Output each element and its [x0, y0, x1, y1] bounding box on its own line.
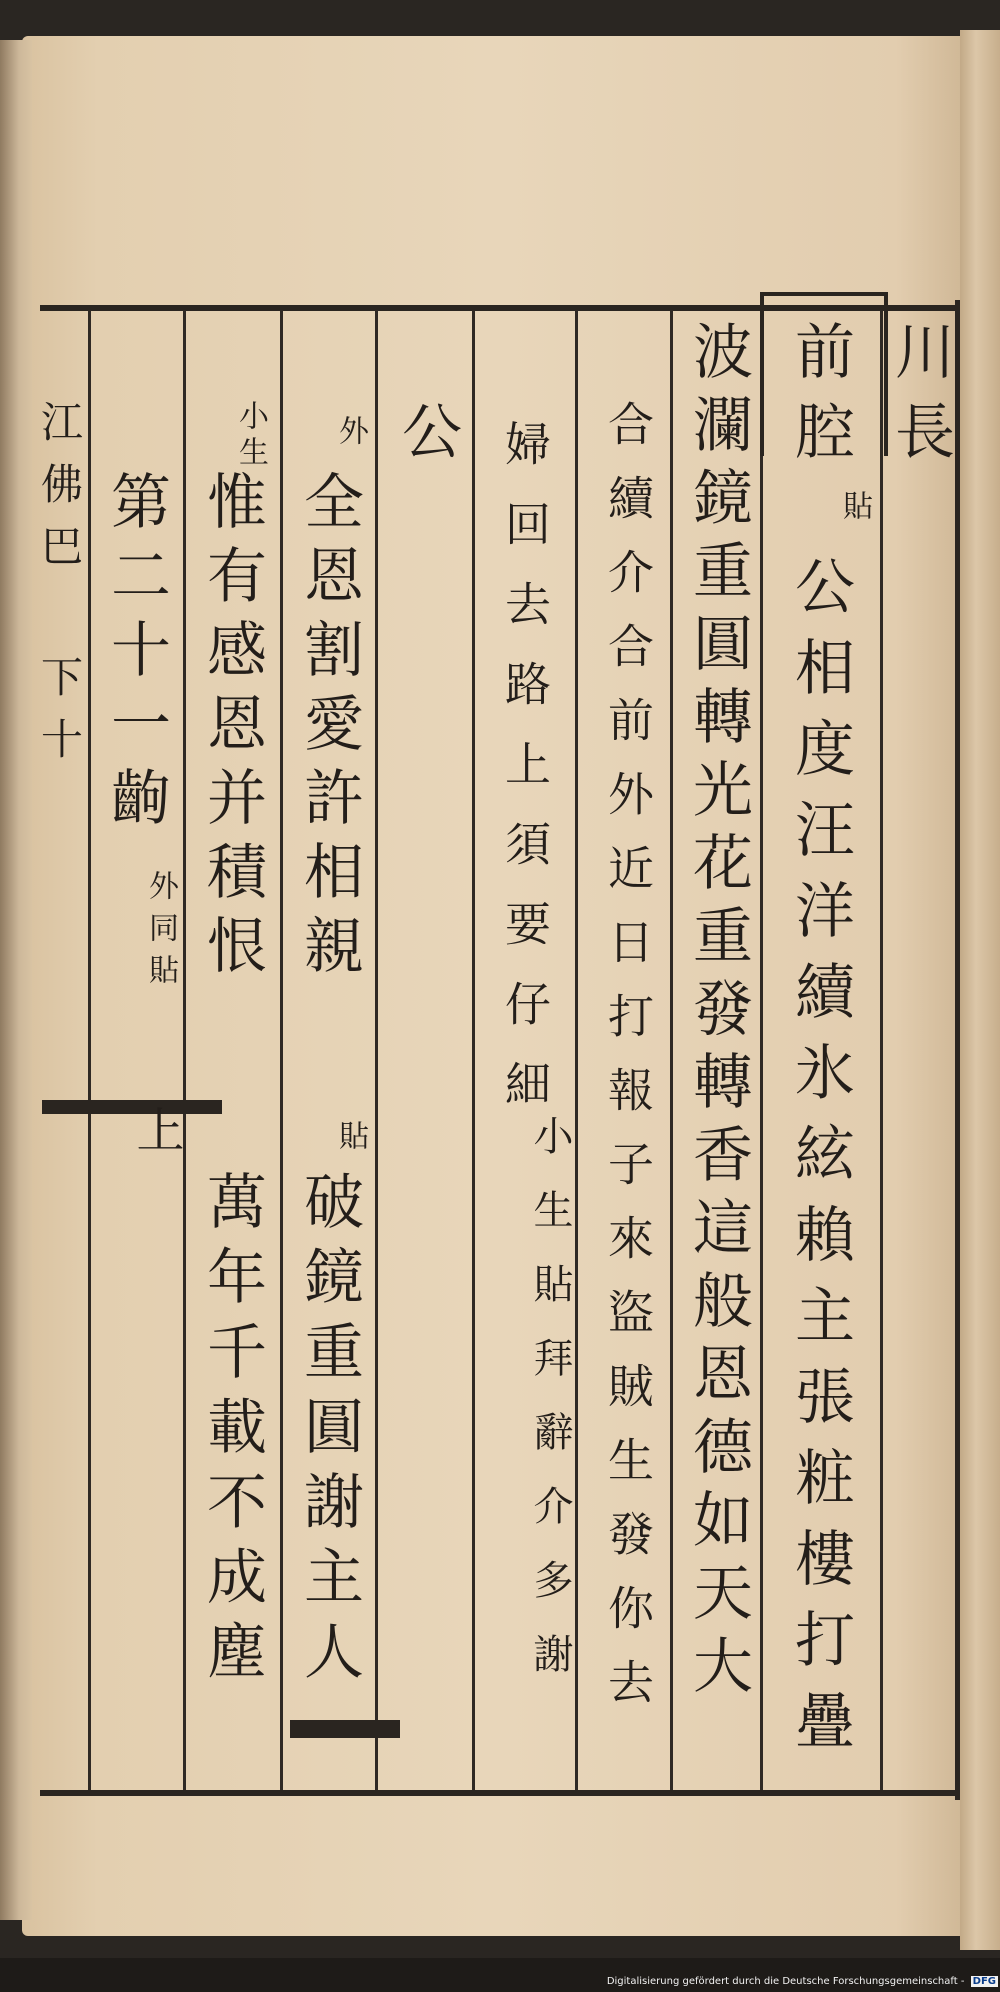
- column-9-text: 第二十一齣: [101, 470, 171, 840]
- column-8b-text: 萬年千載不成塵: [197, 1170, 267, 1695]
- margin-title-text: 江佛巴 下十: [35, 400, 84, 779]
- column-7b-text: 破鏡重圓謝主人: [294, 1170, 364, 1695]
- column-7b-small-text: 貼: [333, 1120, 368, 1170]
- column-divider: [375, 310, 378, 1790]
- column-1-text: 川長: [885, 320, 955, 480]
- page-stack-right: [960, 30, 1000, 1950]
- column-8: [196, 470, 268, 1009]
- column-2-head: [780, 320, 860, 501]
- column-9: [100, 470, 172, 861]
- column-9-small-text: 外同貼: [143, 870, 178, 996]
- column-6-text: 公: [392, 400, 462, 480]
- column-9-small: [140, 870, 180, 1022]
- credit-text: Digitalisierung gefördert durch die Deutsche Forschungsgemeinschaft -: [606, 1976, 965, 1987]
- column-8b: [196, 1170, 268, 1716]
- column-2-head-text: 前腔: [785, 320, 855, 480]
- column-divider: [280, 310, 283, 1790]
- column-8-text: 惟有感恩并積恨: [197, 470, 267, 988]
- column-divider: [88, 310, 91, 1790]
- column-5-text: 婦回去路上須要仔細: [498, 420, 552, 1140]
- column-5-lower-text: 小生貼拜辭介多謝: [527, 1115, 573, 1707]
- column-4: [598, 400, 658, 1765]
- dfg-logo: DFG: [972, 1976, 996, 1987]
- lower-section-block: [290, 1720, 400, 1738]
- column-3-text: 波瀾鏡重圓轉光花重發轉香這般恩德如天大: [683, 320, 753, 1707]
- column-divider: [670, 310, 673, 1790]
- column-2-small-text: 貼: [837, 490, 872, 540]
- column-7b: [293, 1170, 365, 1716]
- margin-title: [36, 400, 82, 812]
- column-4-text: 合續介合前外近日打報子來盜賊生發你去: [601, 400, 655, 1732]
- page-stack-left: [0, 40, 32, 1920]
- column-5-lower: [520, 1115, 580, 1740]
- column-9-tail-text: 上: [128, 1105, 184, 1173]
- frame-right-rule: [955, 300, 960, 1800]
- column-divider: [472, 310, 475, 1790]
- column-9-tail: [120, 1105, 192, 1194]
- column-7: [293, 470, 365, 1009]
- column-6: [392, 400, 462, 501]
- column-1: [884, 320, 956, 501]
- column-7-small-text: 外: [333, 415, 368, 465]
- digitization-credit: [607, 1976, 998, 1987]
- column-divider: [183, 310, 186, 1790]
- column-3: [678, 320, 758, 1728]
- scan-footer: [0, 1958, 1000, 1992]
- column-5: [495, 420, 555, 1173]
- column-7-text: 全恩割愛許相親: [294, 470, 364, 988]
- column-8-small-text: 小生: [233, 400, 268, 472]
- column-2-body: [780, 555, 860, 1791]
- column-2-body-text: 公相度汪洋續氷絃賴主張粧樓打疊: [785, 555, 855, 1770]
- column-divider: [880, 310, 883, 1790]
- column-divider: [760, 310, 763, 1790]
